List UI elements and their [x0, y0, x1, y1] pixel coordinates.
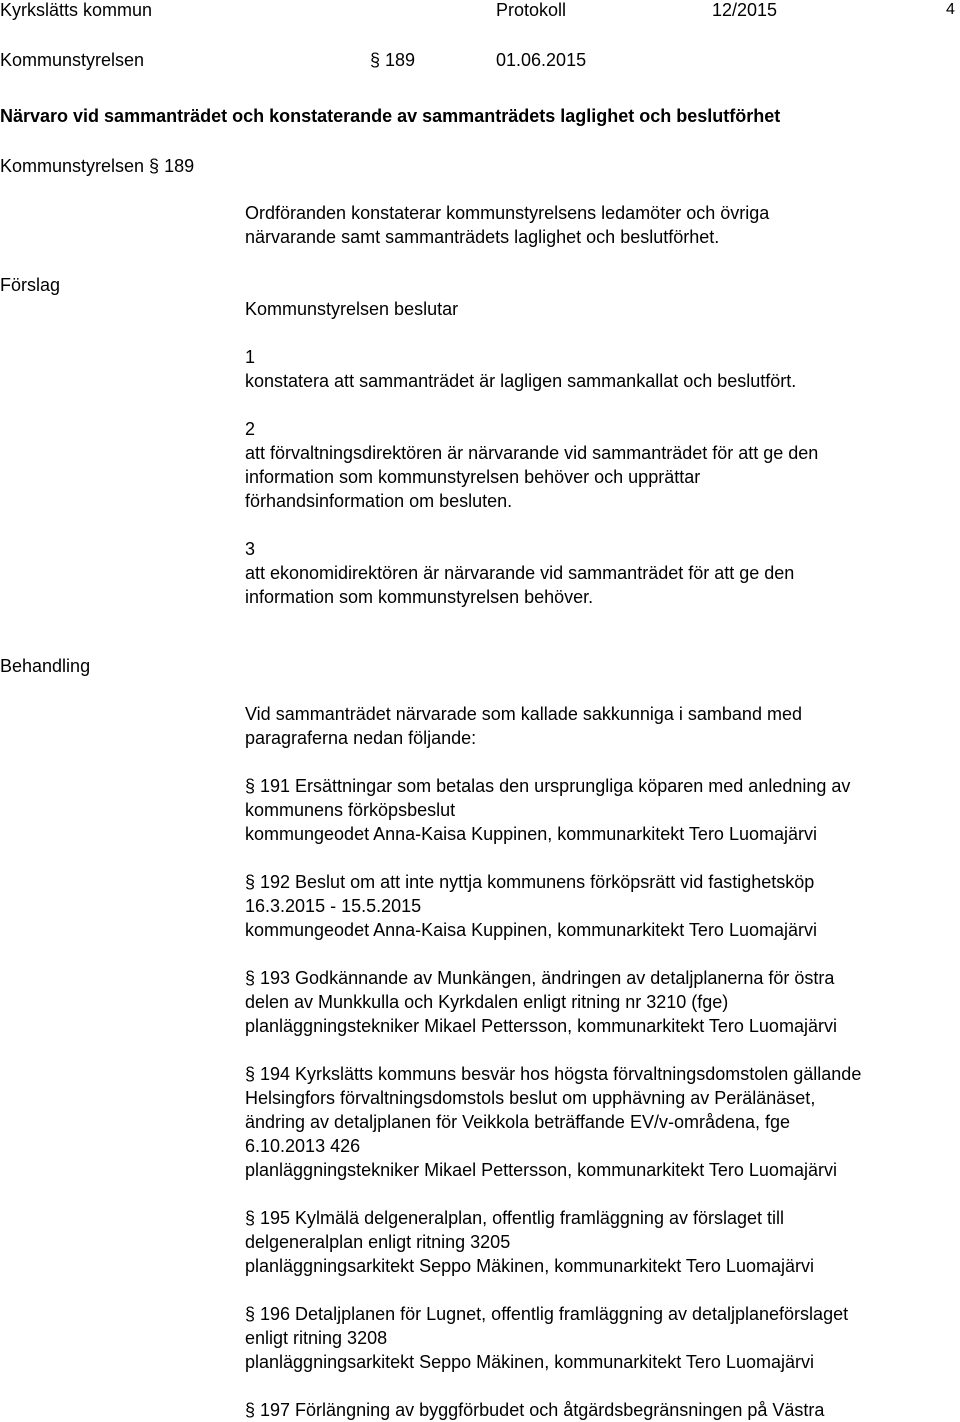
intro-line: Ordföranden konstaterar kommunstyrelsens ledamöter och övriga — [245, 203, 770, 223]
section-number: § 189 — [370, 50, 416, 70]
handling-intro-line: paragraferna nedan följande: — [245, 728, 477, 748]
item-number: 2 — [245, 419, 256, 439]
item-line: konstatera att sammanträdet är lagligen sammankallat och beslutfört. — [245, 371, 797, 391]
entry-line: kommunens förköpsbeslut — [245, 800, 456, 820]
proposal-block — [245, 297, 957, 609]
entry-line: § 194 Kyrkslätts kommuns besvär hos högsta förvaltningsdomstolen gällande — [245, 1064, 862, 1084]
item-number: 3 — [245, 539, 256, 559]
page-title: Närvaro vid sammanträdet och konstaterande av sammanträdets laglighet och beslutförhet — [0, 106, 781, 126]
entry-line: planläggningsarkitekt Seppo Mäkinen, kommunarkitekt Tero Luomajärvi — [245, 1256, 814, 1276]
document-type: Protokoll — [496, 0, 567, 20]
entry-line: § 192 Beslut om att inte nyttja kommunens förköpsrätt vid fastighetsköp — [245, 872, 815, 892]
page-number: 4 — [946, 1, 955, 18]
entry-line: ändring av detaljplanen för Veikkola beträffande EV/v-områdena, fge — [245, 1112, 791, 1132]
entry-line: delen av Munkkulla och Kyrkdalen enligt ritning nr 3210 (fge) — [245, 992, 729, 1012]
entry-line: § 193 Godkännande av Munkängen, ändringen av detaljplanerna för östra — [245, 968, 835, 988]
meeting-date: 01.06.2015 — [496, 50, 587, 70]
entry-line: planläggningstekniker Mikael Pettersson, kommunarkitekt Tero Luomajärvi — [245, 1160, 837, 1180]
entry-line: planläggningsarkitekt Seppo Mäkinen, kommunarkitekt Tero Luomajärvi — [245, 1352, 814, 1372]
item-line: att ekonomidirektören är närvarande vid sammanträdet för att ge den — [245, 563, 795, 583]
item-line: förhandsinformation om besluten. — [245, 491, 513, 511]
body-name: Kommunstyrelsen — [0, 50, 145, 70]
entry-line: enligt ritning 3208 — [245, 1328, 388, 1348]
entry-line: kommungeodet Anna-Kaisa Kuppinen, kommunarkitekt Tero Luomajärvi — [245, 920, 817, 940]
handling-intro-line: Vid sammanträdet närvarade som kallade sakkunniga i samband med — [245, 704, 802, 724]
item-line: att förvaltningsdirektören är närvarande vid sammanträdet för att ge den — [245, 443, 819, 463]
entry-line: kommungeodet Anna-Kaisa Kuppinen, kommunarkitekt Tero Luomajärvi — [245, 824, 817, 844]
entry-line: § 197 Förlängning av byggförbudet och åtgärdsbegränsningen på Västra — [245, 1400, 825, 1420]
entry-line: 6.10.2013 426 — [245, 1136, 361, 1156]
entry-line: § 191 Ersättningar som betalas den ursprungliga köparen med anledning av — [245, 776, 851, 796]
item-line: information som kommunstyrelsen behöver och upprättar — [245, 467, 701, 487]
decision-heading: Kommunstyrelsen beslutar — [245, 299, 459, 319]
intro-paragraph — [245, 201, 957, 249]
entry-line: Helsingfors förvaltningsdomstols beslut om upphävning av Perälänäset, — [245, 1088, 816, 1108]
entry-line: § 195 Kylmälä delgeneralplan, offentlig framläggning av förslaget till — [245, 1208, 784, 1228]
item-line: information som kommunstyrelsen behöver. — [245, 587, 594, 607]
intro-line: närvarande samt sammanträdets laglighet och beslutförhet. — [245, 227, 720, 247]
handling-label: Behandling — [0, 656, 91, 676]
protocol-number: 12/2015 — [712, 0, 778, 20]
municipality-name: Kyrkslätts kommun — [0, 0, 153, 20]
proposal-label: Förslag — [0, 275, 61, 295]
section-reference: Kommunstyrelsen § 189 — [0, 156, 195, 176]
entry-line: planläggningstekniker Mikael Pettersson, kommunarkitekt Tero Luomajärvi — [245, 1016, 837, 1036]
handling-block — [245, 702, 957, 1422]
item-number: 1 — [245, 347, 256, 367]
entry-line: 16.3.2015 - 15.5.2015 — [245, 896, 422, 916]
entry-line: § 196 Detaljplanen för Lugnet, offentlig framläggning av detaljplaneförslaget — [245, 1304, 849, 1324]
entry-line: delgeneralplan enligt ritning 3205 — [245, 1232, 511, 1252]
